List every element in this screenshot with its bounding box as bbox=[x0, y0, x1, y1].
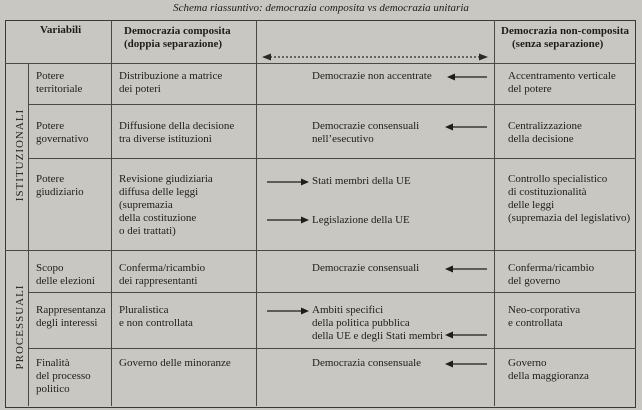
group-divider bbox=[5, 250, 636, 251]
row6-variable: Finalità del processo politico bbox=[36, 357, 91, 395]
page-title: Schema riassuntivo: democrazia composita vs democrazia unitaria bbox=[173, 2, 469, 14]
row3-middle-a: Stati membri della UE bbox=[312, 175, 411, 187]
row4-middle: Democrazie consensuali bbox=[312, 262, 420, 274]
row6-composita: Governo delle minoranze bbox=[119, 357, 231, 369]
row5-variable: Rappresentanza degli interessi bbox=[36, 304, 106, 329]
header-composita: Democrazia composita bbox=[124, 25, 231, 37]
row-divider-5 bbox=[28, 348, 636, 349]
row3-variable: Potere giudiziario bbox=[36, 173, 84, 198]
group-label-processuali: PROCESSUALI bbox=[14, 284, 26, 370]
row1-middle: Democrazie non accentrate bbox=[312, 70, 432, 82]
header-bottom-rule bbox=[5, 63, 636, 64]
arrow-left-icon bbox=[445, 330, 487, 340]
row3-composita: Revisione giudiziaria diffusa delle leggi (supremazia della costituzione o dei trattati) bbox=[119, 173, 213, 237]
row2-middle: Democrazie consensuali nell’esecutivo bbox=[312, 120, 420, 145]
header-non-composita: Democrazia non-composita bbox=[501, 25, 630, 37]
row4-non-composita: Conferma/ricambio del governo bbox=[508, 262, 595, 287]
variable-column-rule bbox=[111, 20, 112, 406]
row1-non-composita: Accentramento verticale del potere bbox=[508, 70, 616, 95]
row3-middle-b: Legislazione della UE bbox=[312, 214, 410, 226]
row6-non-composita: Governo della maggioranza bbox=[508, 357, 589, 382]
row-divider-1 bbox=[28, 104, 636, 105]
row-divider-4 bbox=[28, 292, 636, 293]
arrow-right-icon bbox=[267, 306, 309, 316]
group-column-rule bbox=[28, 63, 29, 406]
row5-composita: Pluralistica e non controllata bbox=[119, 304, 193, 329]
row5-non-composita: Neo-corporativa e controllata bbox=[508, 304, 581, 329]
row2-non-composita: Centralizzazione della decisione bbox=[508, 120, 582, 145]
row2-variable: Potere governativo bbox=[36, 120, 89, 145]
row5-middle: Ambiti specifici della politica pubblica della UE e degli Stati membri bbox=[312, 304, 444, 342]
header-non-composita-sub: (senza separazione) bbox=[512, 38, 604, 50]
row1-composita: Distribuzione a matrice dei poteri bbox=[119, 70, 223, 95]
header-variabili: Variabili bbox=[40, 24, 82, 36]
row6-middle: Democrazia consensuale bbox=[312, 357, 422, 369]
header-composita-sub: (doppia separazione) bbox=[124, 38, 223, 50]
arrow-left-icon bbox=[445, 359, 487, 369]
group-label-istituzionali: ISTITUZIONALI bbox=[14, 108, 26, 202]
middle-column-rule bbox=[494, 20, 495, 406]
row4-variable: Scopo delle elezioni bbox=[36, 262, 95, 287]
row1-variable: Potere territoriale bbox=[36, 70, 83, 95]
arrow-right-icon bbox=[267, 177, 309, 187]
row2-composita: Diffusione della decisione tra diverse istituzioni bbox=[119, 120, 235, 145]
row3-non-composita: Controllo specialistico di costituzionalità delle leggi (supremazia del legislativo) bbox=[508, 173, 631, 224]
arrow-left-icon bbox=[445, 264, 487, 274]
arrow-left-icon bbox=[447, 72, 487, 82]
row4-composita: Conferma/ricambio dei rappresentanti bbox=[119, 262, 206, 287]
row-divider-2 bbox=[28, 158, 636, 159]
arrow-left-icon bbox=[445, 122, 487, 132]
composita-column-rule bbox=[256, 20, 257, 406]
double-arrow-icon bbox=[262, 52, 488, 62]
arrow-right-icon bbox=[267, 215, 309, 225]
